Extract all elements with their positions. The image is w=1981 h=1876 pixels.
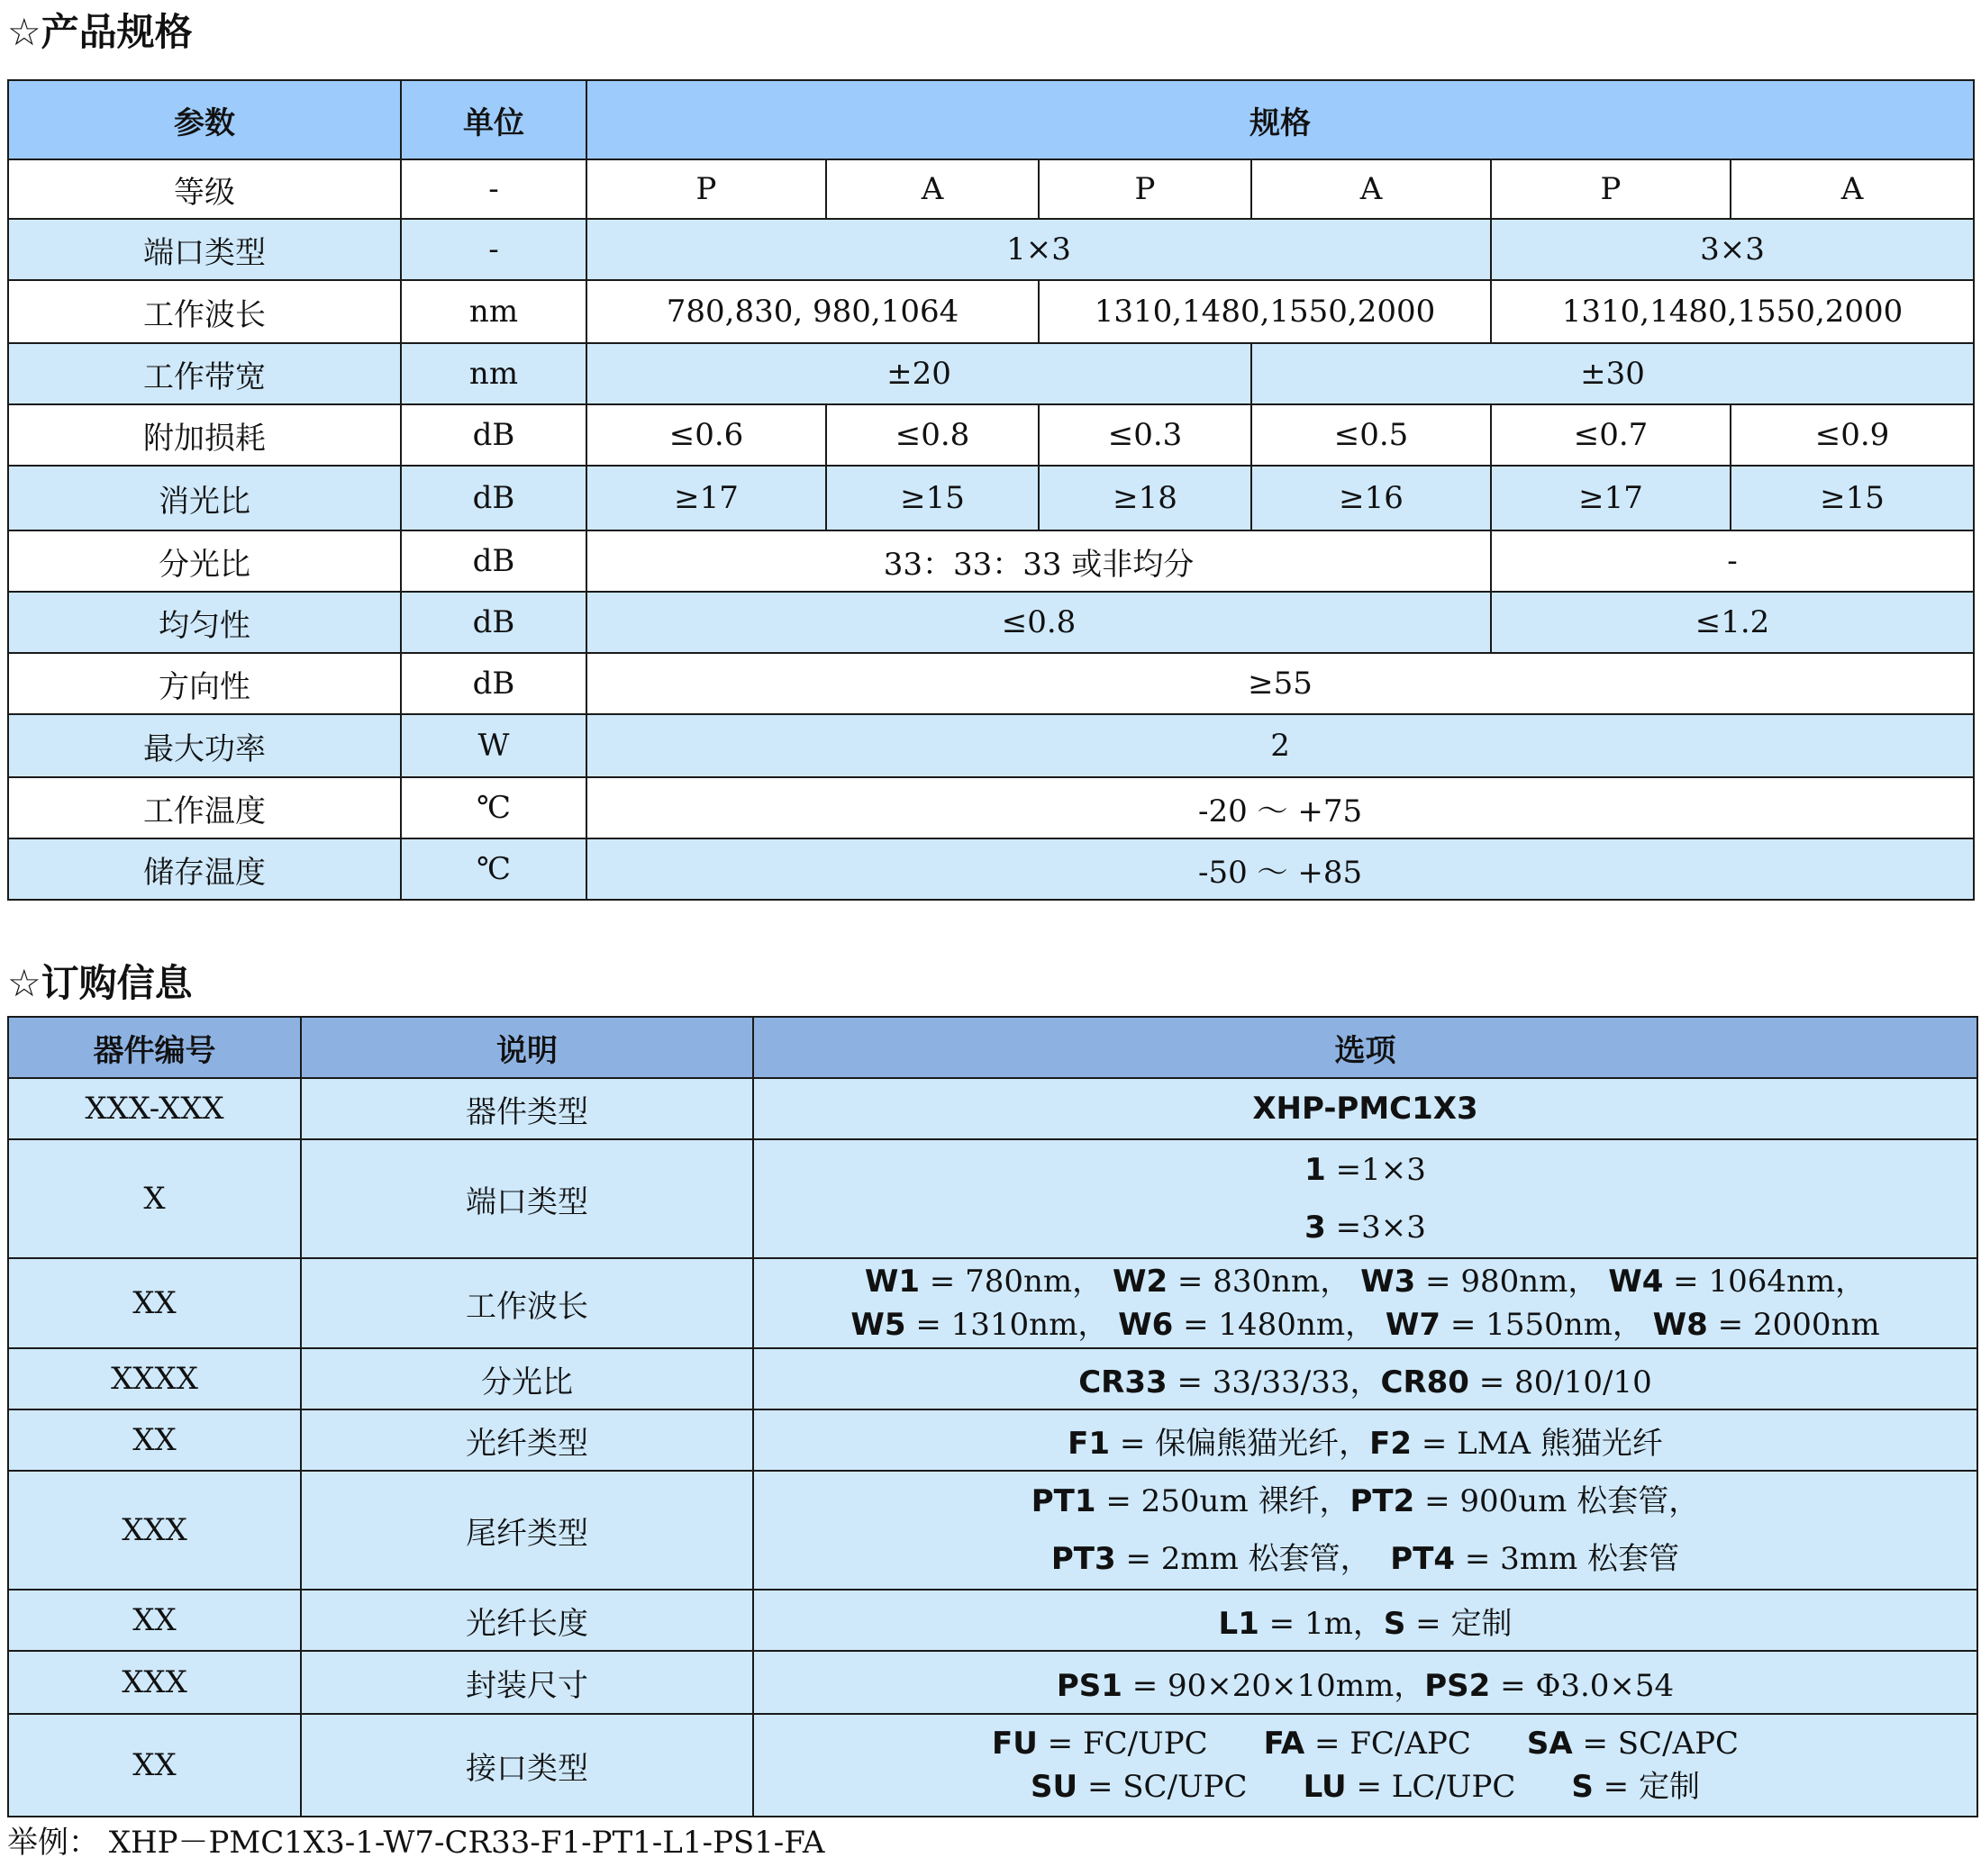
- param-label: 方向性: [8, 653, 401, 714]
- value-cell: ≥18: [1039, 466, 1251, 530]
- option-text: = 3mm 松套管: [1455, 1541, 1680, 1577]
- value-cell: ≤0.5: [1251, 404, 1491, 466]
- option-cell: [753, 1590, 1977, 1651]
- code-cell: XXXX: [8, 1348, 301, 1409]
- order-row-split-ratio: [8, 1348, 1977, 1409]
- option-key: S: [1383, 1605, 1406, 1642]
- order-row-fiber-length: [8, 1590, 1977, 1651]
- option-key: 3: [1304, 1210, 1326, 1246]
- option-line: [754, 1530, 1976, 1588]
- desc-cell: 工作波长: [301, 1258, 753, 1348]
- code-cell: XX: [8, 1409, 301, 1471]
- value-cell: ≥15: [1731, 466, 1974, 530]
- param-label: 工作温度: [8, 777, 401, 838]
- desc-cell: 接口类型: [301, 1714, 753, 1817]
- row-uniformity: [8, 592, 1974, 653]
- option-text: = 1m，: [1259, 1605, 1384, 1642]
- desc-cell: 器件类型: [301, 1078, 753, 1139]
- option-key: FU: [992, 1726, 1038, 1762]
- order-row-package-size: [8, 1651, 1977, 1714]
- option-text: = 定制: [1405, 1605, 1513, 1642]
- option-key: PT3: [1050, 1541, 1116, 1577]
- value-cell: ±20: [586, 343, 1251, 404]
- spec-section-title: ☆产品规格: [7, 10, 193, 54]
- param-label: 附加损耗: [8, 404, 401, 466]
- option-text: = 780nm，: [920, 1264, 1104, 1300]
- option-cell: [753, 1409, 1977, 1471]
- value-cell: P: [586, 159, 826, 219]
- unit-cell: dB: [401, 530, 586, 592]
- value-cell: -20 ～ +75: [586, 777, 1974, 838]
- option-key: S: [1571, 1769, 1594, 1805]
- desc-cell: 光纤长度: [301, 1590, 753, 1651]
- option-text: = 980nm，: [1415, 1264, 1599, 1300]
- desc-cell: 分光比: [301, 1348, 753, 1409]
- option-text: = FC/APC: [1304, 1726, 1471, 1762]
- option-line: [754, 1141, 1976, 1199]
- value-cell: ≤0.8: [586, 592, 1491, 653]
- order-row-fiber-type: [8, 1409, 1977, 1471]
- spec-table: [7, 79, 1975, 901]
- option-text: = 33/33/33，: [1167, 1364, 1381, 1400]
- option-key: W2: [1112, 1264, 1168, 1300]
- row-insertion-loss: [8, 404, 1974, 466]
- option-text: = 2000nm: [1707, 1307, 1880, 1343]
- option-key: W3: [1360, 1264, 1416, 1300]
- value-cell: 3×3: [1491, 219, 1974, 280]
- unit-cell: nm: [401, 343, 586, 404]
- option-line: [754, 1303, 1976, 1346]
- row-operating-temp: [8, 777, 1974, 838]
- param-label: 端口类型: [8, 219, 401, 280]
- order-row-connector-type: [8, 1714, 1977, 1817]
- option-text: = SC/UPC: [1077, 1769, 1248, 1805]
- option-key: FA: [1263, 1726, 1305, 1762]
- option-line: [754, 1765, 1976, 1808]
- option-cell: [753, 1348, 1977, 1409]
- value-cell: -: [1491, 530, 1974, 592]
- header-desc: 说明: [301, 1017, 753, 1078]
- unit-cell: dB: [401, 404, 586, 466]
- option-text: = LMA 熊猫光纤: [1412, 1425, 1663, 1462]
- value-cell: 780,830, 980,1064: [586, 280, 1039, 343]
- unit-cell: W: [401, 714, 586, 777]
- option-key: 1: [1304, 1152, 1326, 1188]
- unit-cell: ℃: [401, 838, 586, 900]
- option-text: = LC/UPC: [1346, 1769, 1516, 1805]
- header-param: 参数: [8, 80, 401, 159]
- param-label: 工作带宽: [8, 343, 401, 404]
- value-cell: ≥15: [826, 466, 1039, 530]
- value-cell: ≥55: [586, 653, 1974, 714]
- option-text: = 定制: [1593, 1769, 1700, 1805]
- option-key: W1: [864, 1264, 920, 1300]
- code-cell: XXX-XXX: [8, 1078, 301, 1139]
- unit-cell: dB: [401, 653, 586, 714]
- option-key: L1: [1218, 1605, 1259, 1642]
- value-cell: ≤0.3: [1039, 404, 1251, 466]
- option-text: =3×3: [1325, 1210, 1426, 1246]
- param-label: 等级: [8, 159, 401, 219]
- option-text: = 1310nm，: [905, 1307, 1109, 1343]
- option-cell: [753, 1258, 1977, 1348]
- option-line: [754, 1473, 1976, 1530]
- row-port-type: [8, 219, 1974, 280]
- value-cell: ≥17: [1491, 466, 1731, 530]
- option-key: PT4: [1390, 1541, 1456, 1577]
- value-cell: 1310,1480,1550,2000: [1491, 280, 1974, 343]
- option-key: W4: [1608, 1264, 1664, 1300]
- value-cell: 33：33：33 或非均分: [586, 530, 1491, 592]
- header-spec: 规格: [586, 80, 1974, 159]
- param-label: 工作波长: [8, 280, 401, 343]
- value-cell: ≤1.2: [1491, 592, 1974, 653]
- code-cell: XX: [8, 1258, 301, 1348]
- code-cell: XX: [8, 1714, 301, 1817]
- option-key: PS2: [1424, 1667, 1491, 1704]
- desc-cell: 尾纤类型: [301, 1471, 753, 1590]
- option-text: = FC/UPC: [1037, 1726, 1208, 1762]
- order-section-title: ☆订购信息: [7, 961, 193, 1005]
- option-text: = 90×20×10mm，: [1122, 1667, 1425, 1704]
- option-cell: [753, 1651, 1977, 1714]
- value-cell: ≤0.8: [826, 404, 1039, 466]
- value-cell: ≥16: [1251, 466, 1491, 530]
- unit-cell: ℃: [401, 777, 586, 838]
- order-row-pigtail-type: [8, 1471, 1977, 1590]
- option-line: [754, 1260, 1976, 1303]
- row-extinction-ratio: [8, 466, 1974, 530]
- code-cell: X: [8, 1139, 301, 1258]
- code-cell: XXX: [8, 1651, 301, 1714]
- option-key: W8: [1652, 1307, 1708, 1343]
- desc-cell: 封装尺寸: [301, 1651, 753, 1714]
- option-text: = 80/10/10: [1468, 1364, 1652, 1400]
- option-line: [754, 1199, 1976, 1256]
- header-code: 器件编号: [8, 1017, 301, 1078]
- order-row-device-type: [8, 1078, 1977, 1139]
- option-text: = 2mm 松套管，: [1115, 1541, 1391, 1577]
- value-cell: -50 ～ +85: [586, 838, 1974, 900]
- order-row-wavelength: [8, 1258, 1977, 1348]
- option-key: CR33: [1078, 1364, 1168, 1400]
- desc-cell: 光纤类型: [301, 1409, 753, 1471]
- option-text: = 1550nm，: [1440, 1307, 1643, 1343]
- row-split-ratio: [8, 530, 1974, 592]
- value-cell: 2: [586, 714, 1974, 777]
- param-label: 储存温度: [8, 838, 401, 900]
- option-cell: [753, 1471, 1977, 1590]
- order-example: 举例： XHP－PMC1X3-1-W7-CR33-F1-PT1-L1-PS1-FA: [7, 1825, 825, 1861]
- option-key: LU: [1303, 1769, 1347, 1805]
- header-unit: 单位: [401, 80, 586, 159]
- value-cell: P: [1491, 159, 1731, 219]
- param-label: 消光比: [8, 466, 401, 530]
- option-key: W5: [850, 1307, 906, 1343]
- value-cell: ≤0.9: [1731, 404, 1974, 466]
- row-storage-temp: [8, 838, 1974, 900]
- row-wavelength: [8, 280, 1974, 343]
- option-text: =1×3: [1325, 1152, 1426, 1188]
- row-bandwidth: [8, 343, 1974, 404]
- param-label: 均匀性: [8, 592, 401, 653]
- option-text: = 1064nm，: [1663, 1264, 1867, 1300]
- unit-cell: dB: [401, 592, 586, 653]
- desc-cell: 端口类型: [301, 1139, 753, 1258]
- option-cell: [753, 1078, 1977, 1139]
- option-text: = 830nm，: [1168, 1264, 1351, 1300]
- option-cell: [753, 1714, 1977, 1817]
- option-key: F2: [1369, 1425, 1413, 1462]
- option-key: SA: [1526, 1726, 1573, 1762]
- code-cell: XXX: [8, 1471, 301, 1590]
- option-text: = 250um 裸纤，: [1095, 1483, 1350, 1519]
- spec-header-row: [8, 80, 1974, 159]
- unit-cell: nm: [401, 280, 586, 343]
- row-directivity: [8, 653, 1974, 714]
- option-key: CR80: [1380, 1364, 1469, 1400]
- value-cell: ≤0.6: [586, 404, 826, 466]
- option-key: W6: [1118, 1307, 1174, 1343]
- option-text: = 保偏熊猫光纤，: [1110, 1425, 1370, 1462]
- value-cell: A: [826, 159, 1039, 219]
- value-cell: ±30: [1251, 343, 1974, 404]
- value-cell: 1310,1480,1550,2000: [1039, 280, 1491, 343]
- unit-cell: dB: [401, 466, 586, 530]
- value-cell: A: [1731, 159, 1974, 219]
- option-key: F1: [1068, 1425, 1111, 1462]
- row-max-power: [8, 714, 1974, 777]
- option-key: SU: [1031, 1769, 1078, 1805]
- option-text: = 900um 松套管，: [1414, 1483, 1700, 1519]
- value-cell: A: [1251, 159, 1491, 219]
- option-text: = SC/APC: [1572, 1726, 1739, 1762]
- option-key: W7: [1385, 1307, 1441, 1343]
- option-text: = 1480nm，: [1173, 1307, 1377, 1343]
- param-label: 分光比: [8, 530, 401, 592]
- option-key: PT1: [1031, 1483, 1096, 1519]
- option-line: [754, 1722, 1976, 1765]
- option-key: XHP-PMC1X3: [1252, 1091, 1478, 1127]
- option-cell: [753, 1139, 1977, 1258]
- header-options: 选项: [753, 1017, 1977, 1078]
- param-label: 最大功率: [8, 714, 401, 777]
- option-key: PT2: [1349, 1483, 1415, 1519]
- unit-cell: -: [401, 159, 586, 219]
- code-cell: XX: [8, 1590, 301, 1651]
- order-table: [7, 1016, 1978, 1817]
- row-grade: [8, 159, 1974, 219]
- value-cell: ≥17: [586, 466, 826, 530]
- value-cell: 1×3: [586, 219, 1491, 280]
- value-cell: P: [1039, 159, 1251, 219]
- value-cell: ≤0.7: [1491, 404, 1731, 466]
- option-text: = Φ3.0×54: [1490, 1667, 1675, 1704]
- order-header-row: [8, 1017, 1977, 1078]
- option-key: PS1: [1056, 1667, 1122, 1704]
- order-row-port-type: [8, 1139, 1977, 1258]
- unit-cell: -: [401, 219, 586, 280]
